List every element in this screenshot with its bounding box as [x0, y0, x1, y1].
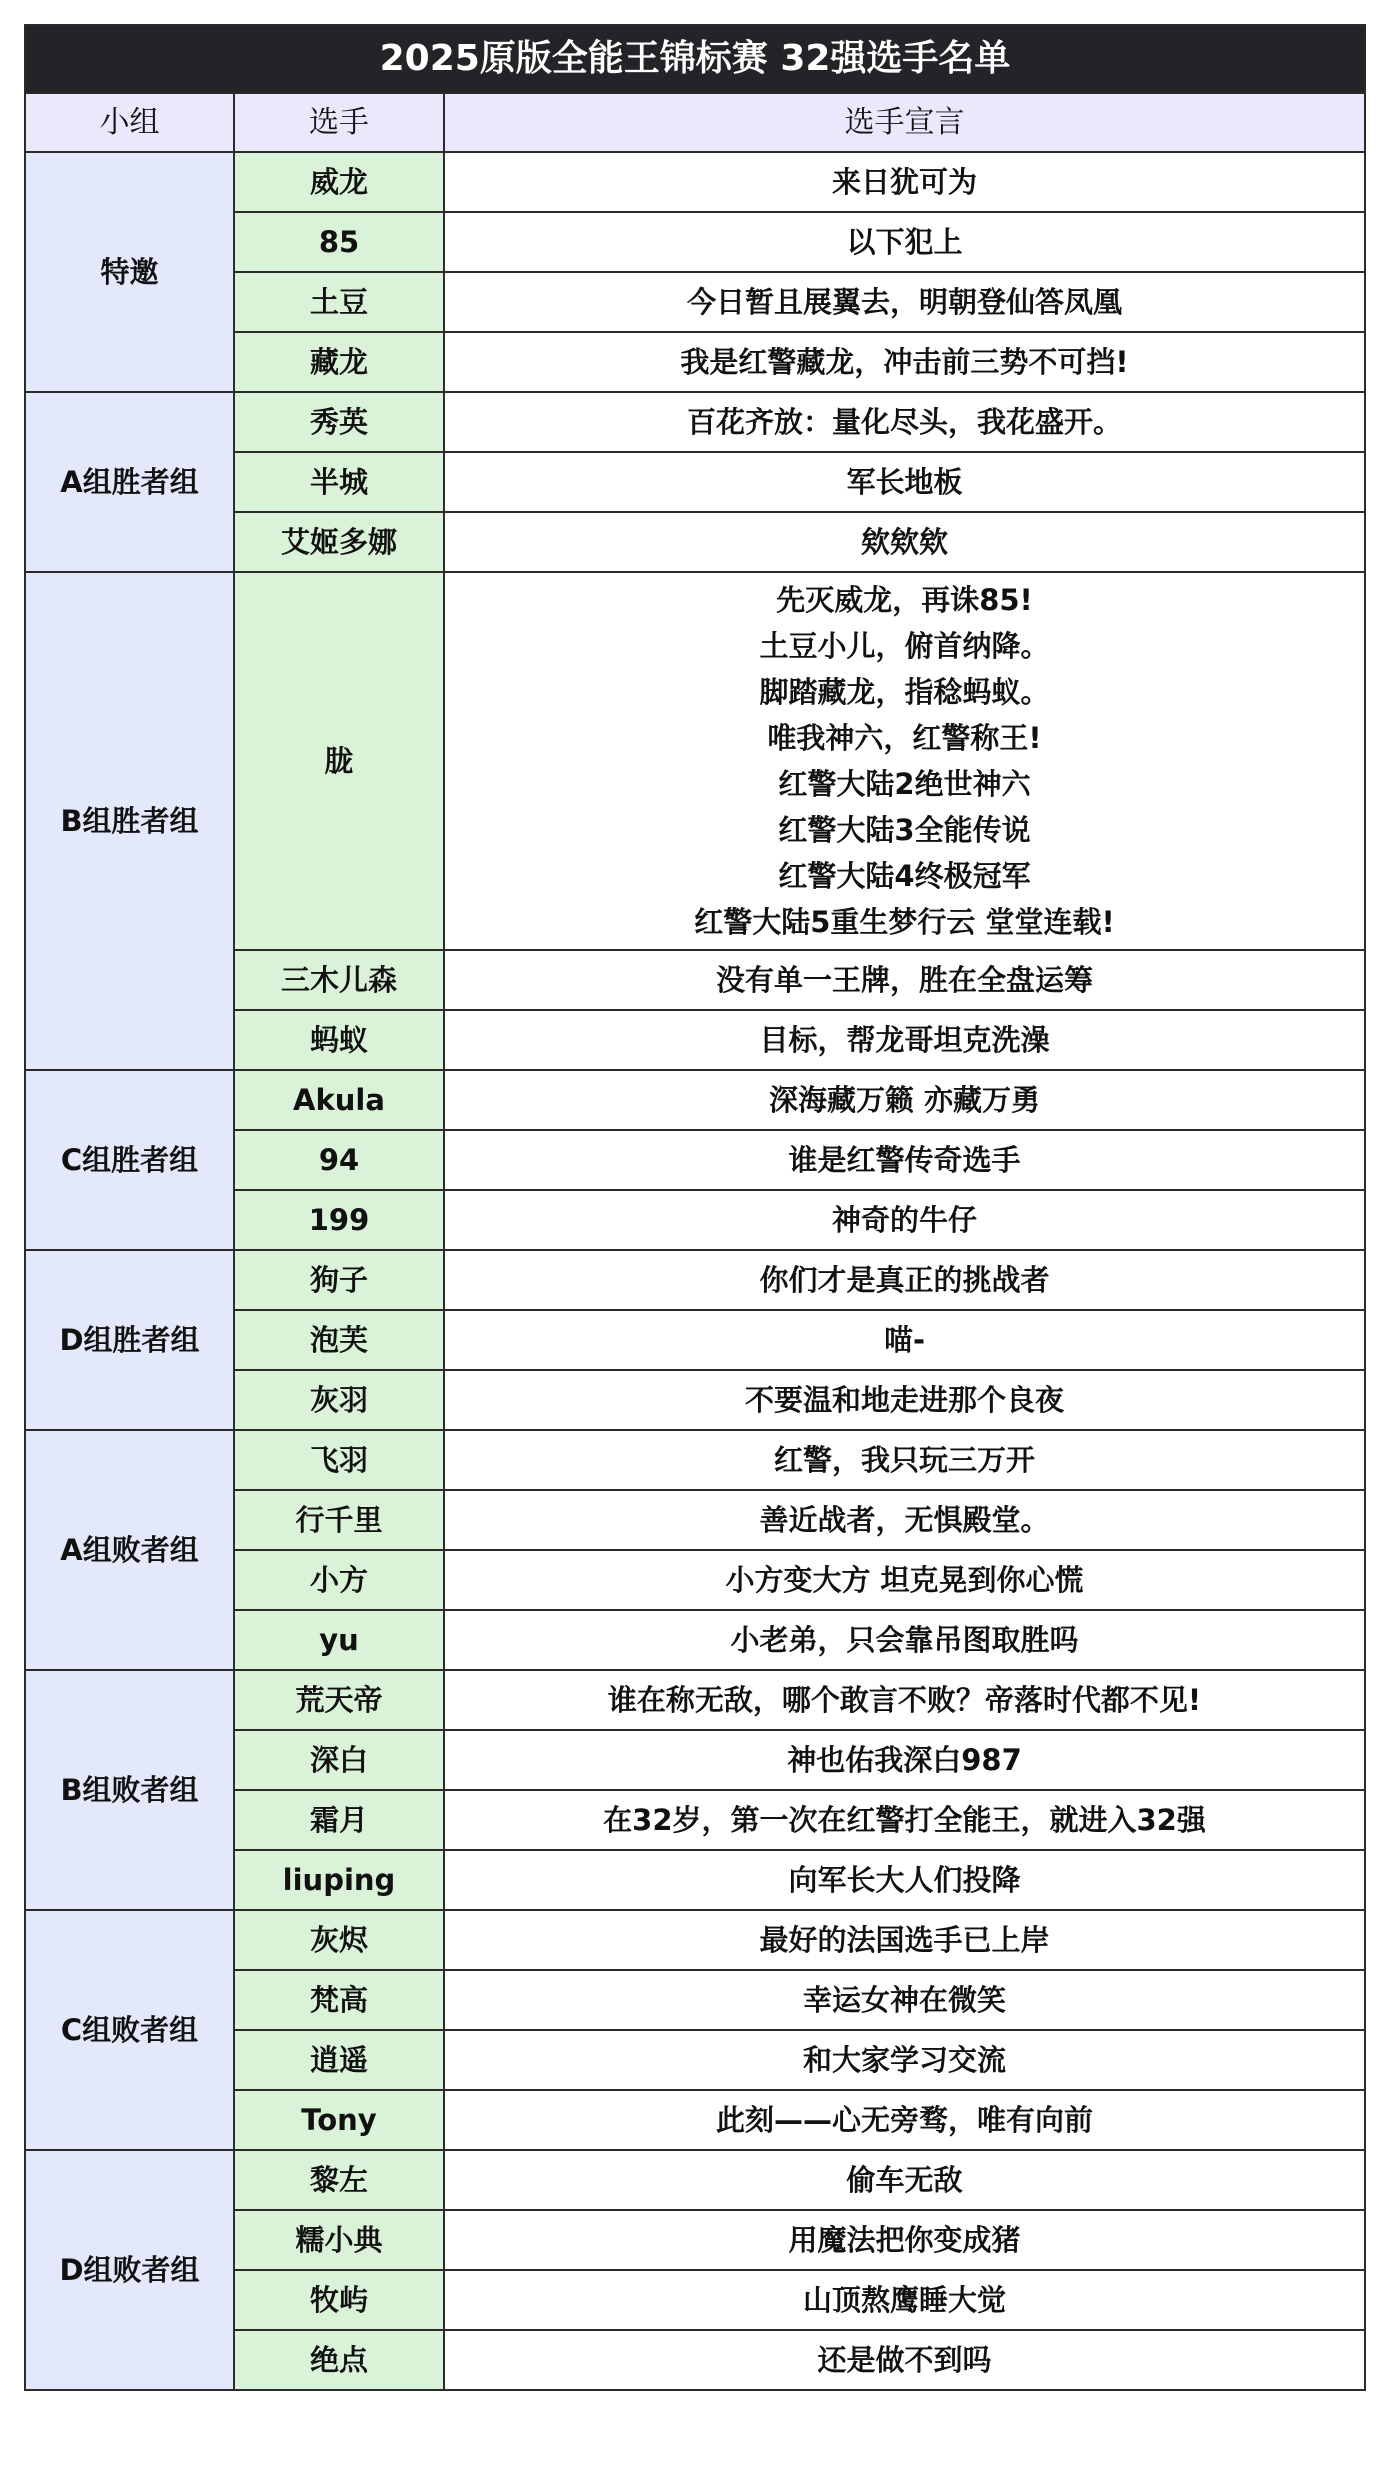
player-name-cell: 荒天帝 [234, 1670, 444, 1730]
player-quote-cell [444, 1370, 1365, 1430]
player-quote-cell [444, 2150, 1365, 2210]
table-row [25, 1430, 1365, 1490]
quote-line: 红警大陆3全能传说 [778, 813, 1031, 847]
table-row [25, 1250, 1365, 1310]
player-name-cell: 灰羽 [234, 1370, 444, 1430]
table-title: 2025原版全能王锦标赛 32强选手名单 [25, 25, 1365, 93]
quote-line: 小老弟，只会靠吊图取胜吗 [730, 1623, 1079, 1657]
group-name-cell: B组胜者组 [25, 572, 234, 1070]
player-quote-cell [444, 212, 1365, 272]
group-column-header: 小组 [25, 93, 234, 152]
quote-line: 军长地板 [846, 465, 963, 499]
player-quote-cell [444, 1070, 1365, 1130]
quote-line: 山顶熬鹰睡大觉 [803, 2283, 1007, 2317]
player-name-cell: 飞羽 [234, 1430, 444, 1490]
player-name-cell: 黎左 [234, 2150, 444, 2210]
table-row [25, 1670, 1365, 1730]
group-name-cell: C组胜者组 [25, 1070, 234, 1250]
player-name-cell: 糯小典 [234, 2210, 444, 2270]
player-quote-cell [444, 1430, 1365, 1490]
player-quote-cell [444, 2210, 1365, 2270]
roster-sheet [24, 24, 1364, 2391]
quote-column-header: 选手宣言 [444, 93, 1365, 152]
player-quote-cell [444, 1490, 1365, 1550]
quote-line: 善近战者，无惧殿堂。 [759, 1503, 1050, 1537]
quote-line: 不要温和地走进那个良夜 [745, 1383, 1065, 1417]
quote-line: 和大家学习交流 [803, 2043, 1007, 2077]
player-quote-cell [444, 1310, 1365, 1370]
player-quote-cell [444, 1550, 1365, 1610]
player-name-cell: 泡芙 [234, 1310, 444, 1370]
quote-line: 偷车无敌 [846, 2163, 963, 2197]
table-row [25, 1070, 1365, 1130]
player-column-header: 选手 [234, 93, 444, 152]
player-quote-cell [444, 1670, 1365, 1730]
player-name-cell: 85 [234, 212, 444, 272]
quote-line: 目标，帮龙哥坦克洗澡 [759, 1023, 1050, 1057]
quote-line: 最好的法国选手已上岸 [759, 1923, 1050, 1957]
quote-line: 以下犯上 [846, 225, 963, 259]
player-quote-cell [444, 1970, 1365, 2030]
player-quote-cell [444, 152, 1365, 212]
quote-line: 我是红警藏龙，冲击前三势不可挡! [680, 345, 1129, 379]
player-name-cell: yu [234, 1610, 444, 1670]
quote-line: 欸欸欸 [861, 525, 949, 559]
quote-line: 脚踏藏龙，指稔蚂蚁。 [759, 675, 1050, 709]
player-quote-cell [444, 2270, 1365, 2330]
table-row [25, 2150, 1365, 2210]
player-quote-cell [444, 392, 1365, 452]
player-quote-cell [444, 2090, 1365, 2150]
player-name-cell: 秀英 [234, 392, 444, 452]
quote-line: 深海藏万籁 亦藏万勇 [768, 1083, 1041, 1117]
player-quote-cell [444, 2330, 1365, 2390]
table-row [25, 392, 1365, 452]
group-name-cell: B组败者组 [25, 1670, 234, 1910]
quote-line: 红警大陆2绝世神六 [778, 767, 1031, 801]
player-quote-cell [444, 2030, 1365, 2090]
quote-line: 谁在称无敌，哪个敢言不败？帝落时代都不见! [607, 1683, 1202, 1717]
player-name-cell: 蚂蚁 [234, 1010, 444, 1070]
quote-line: 还是做不到吗 [817, 2343, 992, 2377]
player-name-cell: 威龙 [234, 152, 444, 212]
player-name-cell: 逍遥 [234, 2030, 444, 2090]
title-row [25, 25, 1365, 93]
player-quote-cell [444, 1610, 1365, 1670]
quote-line: 你们才是真正的挑战者 [759, 1263, 1050, 1297]
quote-line: 小方变大方 坦克晃到你心慌 [725, 1563, 1084, 1597]
quote-line: 此刻——心无旁骛，唯有向前 [716, 2103, 1094, 2137]
roster-body [25, 152, 1365, 2390]
group-name-cell: A组败者组 [25, 1430, 234, 1670]
quote-line: 来日犹可为 [832, 165, 978, 199]
player-quote-cell [444, 1190, 1365, 1250]
player-name-cell: 小方 [234, 1550, 444, 1610]
header-row [25, 93, 1365, 152]
player-quote-cell [444, 572, 1365, 950]
player-name-cell: 94 [234, 1130, 444, 1190]
player-name-cell: 绝点 [234, 2330, 444, 2390]
player-name-cell: 梵高 [234, 1970, 444, 2030]
group-name-cell: 特邀 [25, 152, 234, 392]
quote-line: 谁是红警传奇选手 [788, 1143, 1021, 1177]
player-quote-cell [444, 1130, 1365, 1190]
table-row [25, 152, 1365, 212]
player-name-cell: 灰烬 [234, 1910, 444, 1970]
player-quote-cell [444, 1850, 1365, 1910]
player-quote-cell [444, 1910, 1365, 1970]
player-quote-cell [444, 332, 1365, 392]
quote-line: 在32岁，第一次在红警打全能王，就进入32强 [603, 1803, 1206, 1837]
quote-line: 红警大陆5重生梦行云 堂堂连载! [694, 905, 1115, 939]
player-name-cell: 行千里 [234, 1490, 444, 1550]
player-name-cell: 狗子 [234, 1250, 444, 1310]
player-name-cell: 胧 [234, 572, 444, 950]
quote-line: 幸运女神在微笑 [803, 1983, 1007, 2017]
player-quote-cell [444, 1730, 1365, 1790]
quote-line: 没有单一王牌，胜在全盘运筹 [716, 963, 1094, 997]
roster-table [24, 24, 1366, 2391]
group-name-cell: C组败者组 [25, 1910, 234, 2150]
player-quote-cell [444, 452, 1365, 512]
player-quote-cell [444, 512, 1365, 572]
player-quote-cell [444, 1250, 1365, 1310]
quote-line: 百花齐放：量化尽头，我花盛开。 [687, 405, 1123, 439]
player-name-cell: 霜月 [234, 1790, 444, 1850]
player-name-cell: Akula [234, 1070, 444, 1130]
player-name-cell: 牧屿 [234, 2270, 444, 2330]
player-name-cell: 半城 [234, 452, 444, 512]
player-quote-cell [444, 1010, 1365, 1070]
quote-line: 喵- [883, 1323, 926, 1357]
quote-line: 今日暂且展翼去，明朝登仙答凤凰 [687, 285, 1123, 319]
group-name-cell: D组败者组 [25, 2150, 234, 2390]
player-name-cell: 三木儿森 [234, 950, 444, 1010]
quote-line: 红警大陆4终极冠军 [778, 859, 1031, 893]
quote-line: 用魔法把你变成猪 [788, 2223, 1021, 2257]
quote-line: 唯我神六，红警称王! [767, 721, 1042, 755]
group-name-cell: D组胜者组 [25, 1250, 234, 1430]
table-row [25, 1910, 1365, 1970]
player-quote-cell [444, 272, 1365, 332]
group-name-cell: A组胜者组 [25, 392, 234, 572]
player-quote-cell [444, 950, 1365, 1010]
quote-line: 土豆小儿，俯首纳降。 [759, 629, 1050, 663]
quote-line: 神也佑我深白987 [787, 1743, 1022, 1777]
table-row [25, 572, 1365, 950]
quote-line: 先灭威龙，再诛85! [776, 583, 1033, 617]
player-name-cell: 土豆 [234, 272, 444, 332]
player-name-cell: liuping [234, 1850, 444, 1910]
quote-line: 红警，我只玩三万开 [774, 1443, 1036, 1477]
player-name-cell: 199 [234, 1190, 444, 1250]
player-name-cell: 深白 [234, 1730, 444, 1790]
player-name-cell: Tony [234, 2090, 444, 2150]
player-name-cell: 艾姬多娜 [234, 512, 444, 572]
player-name-cell: 藏龙 [234, 332, 444, 392]
quote-line: 向军长大人们投降 [788, 1863, 1021, 1897]
player-quote-cell [444, 1790, 1365, 1850]
quote-line: 神奇的牛仔 [832, 1203, 978, 1237]
